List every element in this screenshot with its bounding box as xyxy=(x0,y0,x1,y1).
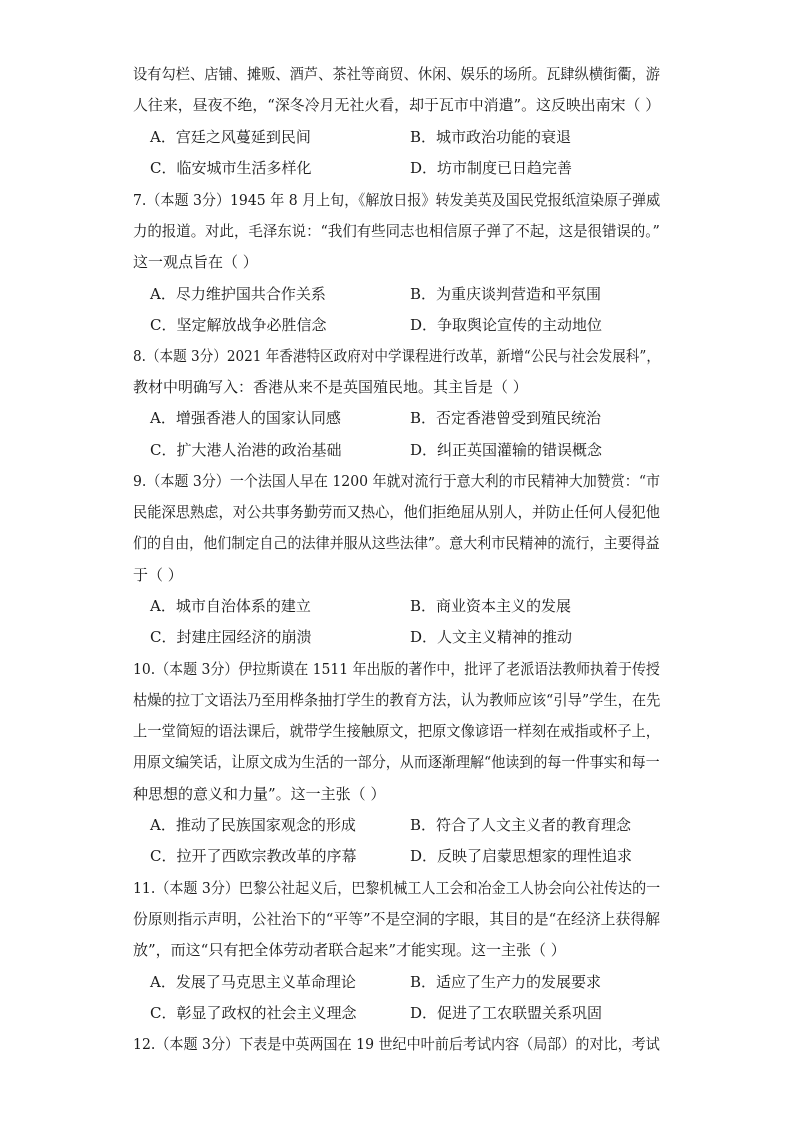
q9-stem-line: 9.（本题 3分）一个法国人早在 1200 年就对流行于意大利的市民精神大加赞赏：“市 xyxy=(133,472,661,490)
q6-option-b[interactable]: B．城市政治功能的衰退 xyxy=(410,128,572,146)
q11-stem-line: 11.（本题 3分）巴黎公社起义后，巴黎机械工人工会和冶金工人协会向公社传达的一 xyxy=(133,879,661,897)
q6-option-d[interactable]: D．坊市制度已日趋完善 xyxy=(410,159,573,177)
q10-stem-line: 枯燥的拉丁文语法乃至用桦条抽打学生的教育方法，认为教师应该“引导”学生，在先 xyxy=(133,691,661,709)
q8-option-a[interactable]: A．增强香港人的国家认同感 xyxy=(150,409,341,427)
q9-option-b[interactable]: B．商业资本主义的发展 xyxy=(410,597,572,615)
q9-option-d[interactable]: D．人文主义精神的推动 xyxy=(410,628,573,646)
q7-stem-line: 力的报道。对此，毛泽东说：“我们有些同志也相信原子弹了不起，这是很错误的。” xyxy=(133,222,660,240)
q7-option-a[interactable]: A．尽力维护国共合作关系 xyxy=(150,285,326,303)
q9-option-c[interactable]: C．封建庄园经济的崩溃 xyxy=(150,628,312,646)
q7-option-c[interactable]: C．坚定解放战争必胜信念 xyxy=(150,316,327,334)
q7-stem-line: 7.（本题 3分）1945 年 8 月上旬，《解放日报》转发美英及国民党报纸渲染原子弹威 xyxy=(133,191,661,209)
q10-option-d[interactable]: D．反映了启蒙思想家的理性追求 xyxy=(410,847,633,865)
q10-stem-line: 种思想的意义和力量”。这一主张（ ） xyxy=(133,785,386,803)
q6-stem-line: 设有勾栏、店铺、摊贩、酒芦、茶社等商贸、休闲、娱乐的场所。瓦肆纵横街衢，游 xyxy=(133,65,661,83)
q6-option-a[interactable]: A．宫廷之风蔓延到民间 xyxy=(150,128,311,146)
q7-option-b[interactable]: B．为重庆谈判营造和平氛围 xyxy=(410,285,602,303)
q12-stem-line: 12.（本题 3分）下表是中英两国在 19 世纪中叶前后考试内容（局部）的对比，考试 xyxy=(133,1035,660,1053)
q10-option-a[interactable]: A．推动了民族国家观念的形成 xyxy=(150,816,356,834)
q9-option-a[interactable]: A．城市自治体系的建立 xyxy=(150,597,311,615)
q10-stem-line: 10.（本题 3分）伊拉斯谟在 1511 年出版的著作中，批评了老派语法教师执着于传授 xyxy=(133,660,660,678)
q8-stem-line: 教材中明确写入：香港从来不是英国殖民地。其主旨是（ ） xyxy=(133,378,528,396)
q11-option-b[interactable]: B．适应了生产力的发展要求 xyxy=(410,973,602,991)
q9-stem-line: 于（ ） xyxy=(133,566,183,584)
q8-option-b[interactable]: B．否定香港曾受到殖民统治 xyxy=(410,409,602,427)
q11-option-a[interactable]: A．发展了马克思主义革命理论 xyxy=(150,973,356,991)
q6-option-c[interactable]: C．临安城市生活多样化 xyxy=(150,159,312,177)
q11-stem-line: 放”，而这“只有把全体劳动者联合起来”才能实现。这一主张（ ） xyxy=(133,941,566,959)
q7-stem-line: 这一观点旨在（ ） xyxy=(133,253,258,271)
q11-option-c[interactable]: C．彰显了政权的社会主义理念 xyxy=(150,1004,357,1022)
q8-stem-line: 8.（本题 3分）2021 年香港特区政府对中学课程进行改革，新增“公民与社会发展科”， xyxy=(133,347,660,365)
q7-option-d[interactable]: D．争取舆论宣传的主动地位 xyxy=(410,316,603,334)
q10-option-b[interactable]: B．符合了人文主义者的教育理念 xyxy=(410,816,632,834)
q8-option-d[interactable]: D．纠正英国灌输的错误概念 xyxy=(410,441,603,459)
q10-stem-line: 用原文编笑话，让原文成为生活的一部分，从而逐渐理解“他读到的每一件事实和每一 xyxy=(133,753,660,771)
q6-stem-line: 人往来，昼夜不绝，“深冬冷月无社火看，却于瓦市中消遣”。这反映出南宋（ ） xyxy=(133,96,661,114)
q9-stem-line: 民能深思熟虑，对公共事务勤劳而又热心，他们拒绝屈从别人，并防止任何人侵犯他 xyxy=(133,503,661,521)
q9-stem-line: 们的自由，他们制定自己的法律并服从这些法律”。意大利市民精神的流行，主要得益 xyxy=(133,534,660,552)
q11-option-d[interactable]: D．促进了工农联盟关系巩固 xyxy=(410,1004,603,1022)
q11-stem-line: 份原则指示声明，公社治下的“平等”不是空洞的字眼，其目的是“在经济上获得解 xyxy=(133,910,661,928)
q10-stem-line: 上一堂简短的语法课后，就带学生接触原文，把原文像谚语一样刻在戒指或杯子上， xyxy=(133,722,661,740)
q8-option-c[interactable]: C．扩大港人治港的政治基础 xyxy=(150,441,342,459)
q10-option-c[interactable]: C．拉开了西欧宗教改革的序幕 xyxy=(150,847,357,865)
